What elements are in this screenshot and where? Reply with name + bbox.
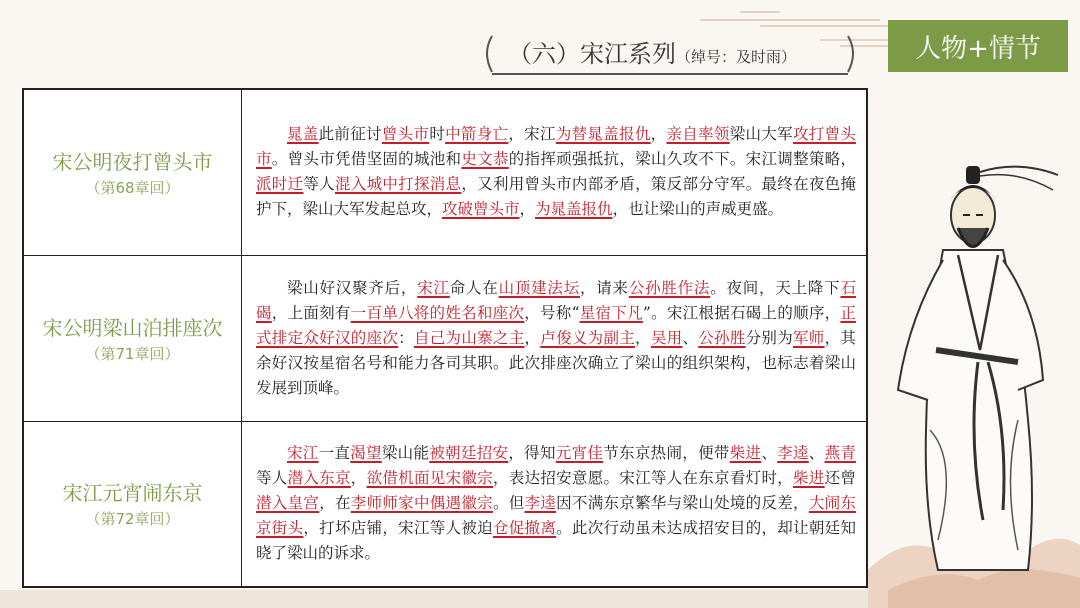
summary-text (256, 441, 856, 566)
highlighted-phrase: 公孙胜作法 (628, 278, 711, 297)
text-span: ， (519, 200, 536, 219)
text-span: ，也让梁山的声威更盛。 (612, 200, 784, 219)
text-span: 、 (808, 444, 825, 463)
event-title: 宋公明梁山泊排座次 (42, 315, 223, 340)
text-span: ， (350, 469, 367, 488)
highlighted-phrase: 亲自率领 (666, 125, 730, 144)
text-span: 等人 (303, 175, 335, 194)
highlighted-phrase: 派时迁 (256, 175, 304, 194)
chapter-label: （第71章回） (85, 344, 180, 363)
highlighted-phrase: 欲借机面见宋徽宗 (366, 469, 493, 488)
highlighted-phrase: 攻破曾头市 (442, 200, 520, 219)
text-span: 还曾 (824, 469, 856, 488)
highlighted-phrase: 李逵 (524, 494, 557, 513)
text-span: ： (398, 328, 414, 347)
highlighted-phrase: 公孙胜 (698, 328, 746, 347)
title-nickname: （绰号：及时雨） (676, 48, 797, 66)
table-row (23, 89, 867, 255)
highlighted-phrase: 李师师家中偶遇徽宗 (350, 494, 493, 513)
text-span: ，宋江 (508, 125, 556, 144)
chapter-label: （第68章回） (85, 178, 180, 197)
text-span: ，表达招安意愿。宋江等人在东京看灯时， (492, 469, 794, 488)
page-title (508, 34, 796, 69)
highlighted-phrase: 仓促撤离 (492, 519, 557, 538)
category-badge: 人物+情节 (888, 20, 1068, 72)
highlighted-phrase: 山顶建法坛 (498, 278, 580, 297)
highlighted-phrase: 中箭身亡 (445, 125, 509, 144)
highlighted-phrase: 石碣 (256, 278, 856, 322)
highlighted-phrase: 攻打曾头市 (256, 125, 856, 169)
text-span: 。但 (492, 494, 525, 513)
event-cell (23, 255, 242, 421)
text-span: 因不满东京繁华与梁山处境的反差， (556, 494, 809, 513)
event-cell (23, 89, 242, 255)
highlighted-phrase: 柴进 (793, 469, 825, 488)
highlighted-phrase: 元宵佳 (555, 444, 604, 463)
highlighted-phrase: 渴望 (350, 444, 382, 463)
highlighted-phrase: 吴用 (650, 328, 683, 347)
title-block (480, 28, 860, 78)
highlighted-phrase: 潜入东京 (287, 469, 351, 488)
text-span: ，号称“ (524, 303, 580, 322)
highlighted-phrase: 一百单八将的姓名和座次 (350, 303, 525, 322)
summary-text (256, 122, 856, 222)
text-span: 节东京热闹，便带 (603, 444, 730, 463)
text-span: 。夜间，天上降下 (710, 278, 841, 297)
song-jiang-illustration (868, 100, 1080, 608)
highlighted-phrase: 为替晁盖报仇 (555, 125, 651, 144)
summary-cell (242, 89, 868, 255)
table-row (23, 255, 867, 421)
highlighted-phrase: 为晁盖报仇 (535, 200, 613, 219)
highlighted-phrase: 潜入皇宫 (256, 494, 320, 513)
highlighted-phrase: 宋江 (417, 278, 450, 297)
text-span: 梁山大军 (729, 125, 793, 144)
highlighted-phrase: 宋江 (287, 444, 319, 463)
title-text: （六）宋江系列 (508, 40, 676, 68)
highlighted-phrase: 李逵 (777, 444, 809, 463)
table-row (23, 421, 867, 587)
summary-text (256, 276, 856, 401)
highlighted-phrase: 混入城中打探消息 (334, 175, 462, 194)
text-span: ”。宋江根据石碣上的顺序， (642, 303, 841, 322)
highlighted-phrase: 燕青 (824, 444, 856, 463)
event-title: 宋江元宵闹东京 (62, 481, 203, 506)
event-cell (23, 421, 242, 587)
text-span: 分别为 (745, 328, 794, 347)
text-span: 。此次行动虽未达成招安目的，却让朝廷知晓了梁山的诉求。 (256, 519, 856, 563)
text-span: 等人 (256, 469, 288, 488)
text-span: 梁山能 (381, 444, 430, 463)
highlighted-phrase: 自己为山寨之主 (413, 328, 525, 347)
highlighted-phrase: 星宿下凡 (579, 303, 643, 322)
highlighted-phrase: 晁盖 (287, 125, 319, 144)
text-span: 时 (429, 125, 446, 144)
summary-cell (242, 421, 868, 587)
text-span: ，又利用曾头市内部矛盾，策反部分守军。最终在夜色掩护下，梁山大军发起总攻， (256, 175, 856, 219)
highlighted-phrase: 曾头市 (381, 125, 430, 144)
text-span: ，上面刻有 (271, 303, 351, 322)
chapter-label: （第72章回） (85, 510, 180, 529)
highlighted-phrase: 柴进 (729, 444, 762, 463)
text-span: ，其余好汉按星宿名号和能力各司其职。此次排座次确立了梁山的组织架构，也标志着梁山发展到顶峰。 (256, 328, 856, 397)
text-span: ，得知 (508, 444, 556, 463)
highlighted-phrase: 卢俊义为副主 (540, 328, 636, 347)
highlighted-phrase: 史文恭 (461, 150, 509, 169)
text-span: 、 (682, 328, 699, 347)
summary-cell (242, 255, 868, 421)
plot-table (22, 88, 868, 588)
text-span: 的指挥顽强抵抗，梁山久攻不下。宋江调整策略， (508, 150, 856, 169)
text-span: 一直 (318, 444, 351, 463)
highlighted-phrase: 军师 (793, 328, 825, 347)
text-span: 命人在 (449, 278, 499, 297)
highlighted-phrase: 正式排定众好汉的座次 (256, 303, 856, 347)
text-span: 。曾头市凭借坚固的城池和 (271, 150, 462, 169)
highlighted-phrase: 大闹东京街头 (256, 494, 856, 538)
text-span: ，请来 (580, 278, 629, 297)
highlighted-phrase: 被朝廷招安 (429, 444, 509, 463)
text-span: 、 (761, 444, 778, 463)
text-span: ， (635, 328, 651, 347)
text-span: ，在 (319, 494, 351, 513)
event-title: 宋公明夜打曾头市 (52, 149, 213, 174)
text-span: 梁山好汉聚齐后， (287, 278, 418, 297)
text-span: 此前征讨 (318, 125, 382, 144)
text-span: ， (524, 328, 541, 347)
text-span: ， (650, 125, 667, 144)
text-span: ，打坏店铺，宋江等人被迫 (303, 519, 493, 538)
